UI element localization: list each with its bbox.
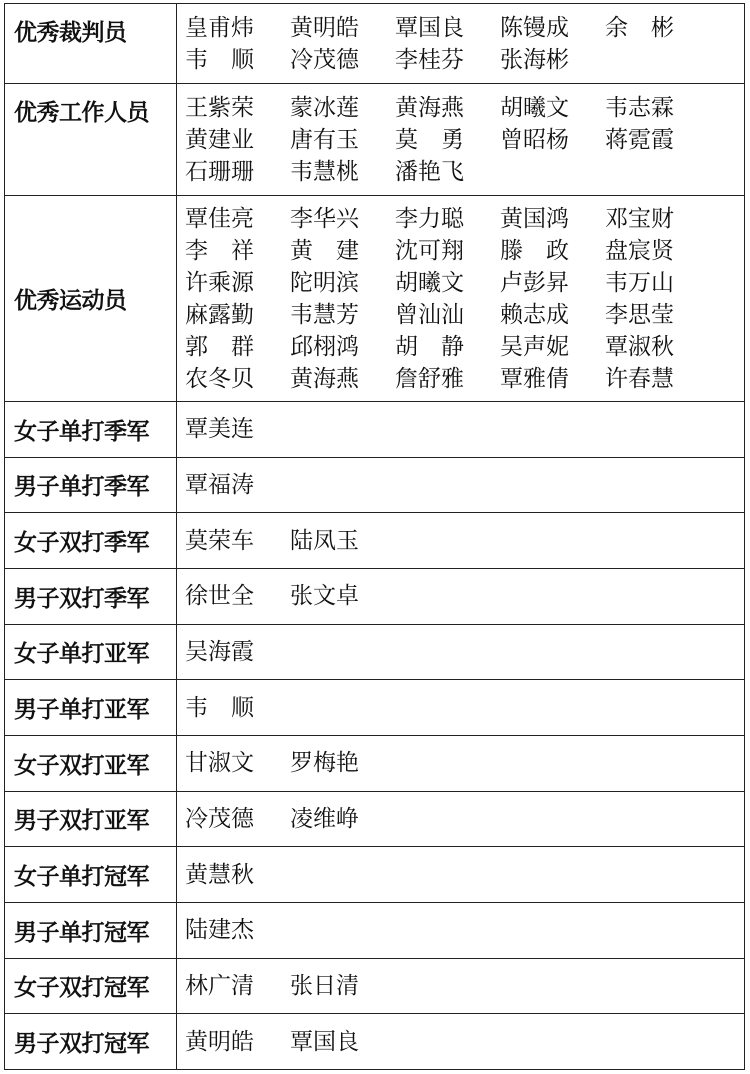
category-cell: 女子双打季军 xyxy=(5,513,177,569)
person-name: 李思莹 xyxy=(605,301,674,328)
category-cell: 男子双打亚军 xyxy=(5,791,177,847)
person-name: 陆凤玉 xyxy=(290,527,359,554)
person-name: 许春慧 xyxy=(605,365,674,392)
award-row xyxy=(5,4,745,84)
award-row xyxy=(5,457,745,513)
person-name: 黄明皓 xyxy=(290,14,359,41)
category-cell: 男子单打亚军 xyxy=(5,680,177,736)
names-cell xyxy=(177,4,745,84)
names-cell xyxy=(177,624,745,680)
person-name: 李桂芬 xyxy=(395,46,464,73)
person-name: 韦志霖 xyxy=(605,94,674,121)
names-cell xyxy=(177,902,745,958)
category-cell: 优秀运动员 xyxy=(5,196,177,402)
person-name: 胡 静 xyxy=(395,333,464,360)
names-cell xyxy=(177,457,745,513)
names-line xyxy=(185,413,744,445)
person-name: 吴声妮 xyxy=(500,333,569,360)
names-cell xyxy=(177,196,745,402)
person-name: 胡曦文 xyxy=(395,269,464,296)
person-name: 李力聪 xyxy=(395,205,464,232)
person-name: 石珊珊 xyxy=(185,158,254,185)
category-cell: 女子单打季军 xyxy=(5,402,177,458)
names-cell xyxy=(177,791,745,847)
person-name: 莫荣车 xyxy=(185,527,254,554)
person-name: 胡曦文 xyxy=(500,94,569,121)
person-name: 蒙冰莲 xyxy=(290,94,359,121)
names-grid xyxy=(185,203,744,395)
person-name: 韦慧芳 xyxy=(290,301,359,328)
person-name: 蒋霓霞 xyxy=(605,126,674,153)
person-name: 李 祥 xyxy=(185,237,254,264)
names-cell xyxy=(177,1014,745,1070)
person-name: 黄建业 xyxy=(185,126,254,153)
person-name: 覃淑秋 xyxy=(605,333,674,360)
person-name: 覃佳亮 xyxy=(185,205,254,232)
award-row xyxy=(5,1014,745,1070)
names-line xyxy=(185,803,744,835)
person-name: 曾昭杨 xyxy=(500,126,569,153)
person-name: 沈可翔 xyxy=(395,237,464,264)
person-name: 凌维峥 xyxy=(290,805,359,832)
person-name: 滕 政 xyxy=(500,237,569,264)
person-name: 甘淑文 xyxy=(185,750,254,777)
category-cell: 优秀工作人员 xyxy=(5,84,177,196)
names-line xyxy=(185,970,744,1002)
names-cell xyxy=(177,568,745,624)
award-row xyxy=(5,791,745,847)
person-name: 皇甫炜 xyxy=(185,14,254,41)
person-name: 陈镘成 xyxy=(500,14,569,41)
names-line xyxy=(185,580,744,612)
names-line xyxy=(185,525,744,557)
person-name: 韦 顺 xyxy=(185,46,254,73)
category-cell: 男子双打冠军 xyxy=(5,1014,177,1070)
person-name: 余 彬 xyxy=(605,14,674,41)
person-name: 韦 顺 xyxy=(185,694,254,721)
person-name: 潘艳飞 xyxy=(395,158,464,185)
names-grid xyxy=(185,12,744,76)
names-line xyxy=(185,469,744,501)
person-name: 许乘源 xyxy=(185,269,254,296)
person-name: 李华兴 xyxy=(290,205,359,232)
person-name: 农冬贝 xyxy=(185,365,254,392)
person-name: 冷茂德 xyxy=(290,46,359,73)
awards-table-body xyxy=(5,4,745,1070)
person-name: 覃美连 xyxy=(185,416,254,443)
person-name: 冷茂德 xyxy=(185,805,254,832)
names-cell xyxy=(177,735,745,791)
person-name: 韦万山 xyxy=(605,269,674,296)
person-name: 覃福涛 xyxy=(185,471,254,498)
names-line xyxy=(185,636,744,668)
person-name: 张日清 xyxy=(290,972,359,999)
awards-table xyxy=(4,3,745,1070)
person-name: 林广清 xyxy=(185,972,254,999)
person-name: 王紫荣 xyxy=(185,94,254,121)
person-name: 盘宸贤 xyxy=(605,237,674,264)
category-cell: 优秀裁判员 xyxy=(5,4,177,84)
award-row xyxy=(5,513,745,569)
award-row xyxy=(5,568,745,624)
person-name: 黄国鸿 xyxy=(500,205,569,232)
category-cell: 女子双打亚军 xyxy=(5,735,177,791)
category-cell: 男子双打季军 xyxy=(5,568,177,624)
person-name: 曾汕汕 xyxy=(395,301,464,328)
names-cell xyxy=(177,513,745,569)
person-name: 莫 勇 xyxy=(395,126,464,153)
names-cell xyxy=(177,958,745,1014)
names-line xyxy=(185,914,744,946)
award-row xyxy=(5,84,745,196)
award-row xyxy=(5,402,745,458)
category-cell: 女子单打冠军 xyxy=(5,847,177,903)
person-name: 张海彬 xyxy=(500,46,569,73)
award-row xyxy=(5,735,745,791)
names-line xyxy=(185,1026,744,1058)
names-cell xyxy=(177,402,745,458)
person-name: 唐有玉 xyxy=(290,126,359,153)
person-name: 邱栩鸿 xyxy=(290,333,359,360)
person-name: 黄慧秋 xyxy=(185,861,254,888)
person-name: 覃国良 xyxy=(395,14,464,41)
person-name: 韦慧桃 xyxy=(290,158,359,185)
person-name: 赖志成 xyxy=(500,301,569,328)
names-cell xyxy=(177,680,745,736)
names-grid xyxy=(185,92,744,188)
person-name: 张文卓 xyxy=(290,583,359,610)
award-row xyxy=(5,196,745,402)
person-name: 卢彭昇 xyxy=(500,269,569,296)
person-name: 陀明滨 xyxy=(290,269,359,296)
person-name: 黄海燕 xyxy=(395,94,464,121)
category-cell: 男子单打季军 xyxy=(5,457,177,513)
names-line xyxy=(185,859,744,891)
names-line xyxy=(185,692,744,724)
person-name: 詹舒雅 xyxy=(395,365,464,392)
award-row xyxy=(5,958,745,1014)
award-row xyxy=(5,902,745,958)
award-row xyxy=(5,624,745,680)
person-name: 麻露勤 xyxy=(185,301,254,328)
names-line xyxy=(185,747,744,779)
category-cell: 女子单打亚军 xyxy=(5,624,177,680)
person-name: 黄海燕 xyxy=(290,365,359,392)
person-name: 徐世全 xyxy=(185,583,254,610)
person-name: 吴海霞 xyxy=(185,638,254,665)
person-name: 罗梅艳 xyxy=(290,750,359,777)
person-name: 郭 群 xyxy=(185,333,254,360)
category-cell: 男子单打冠军 xyxy=(5,902,177,958)
names-cell xyxy=(177,84,745,196)
person-name: 黄明皓 xyxy=(185,1028,254,1055)
award-row xyxy=(5,680,745,736)
category-cell: 女子双打冠军 xyxy=(5,958,177,1014)
person-name: 陆建杰 xyxy=(185,917,254,944)
award-row xyxy=(5,847,745,903)
names-cell xyxy=(177,847,745,903)
person-name: 覃国良 xyxy=(290,1028,359,1055)
person-name: 黄 建 xyxy=(290,237,359,264)
person-name: 覃雅倩 xyxy=(500,365,569,392)
person-name: 邓宝财 xyxy=(605,205,674,232)
